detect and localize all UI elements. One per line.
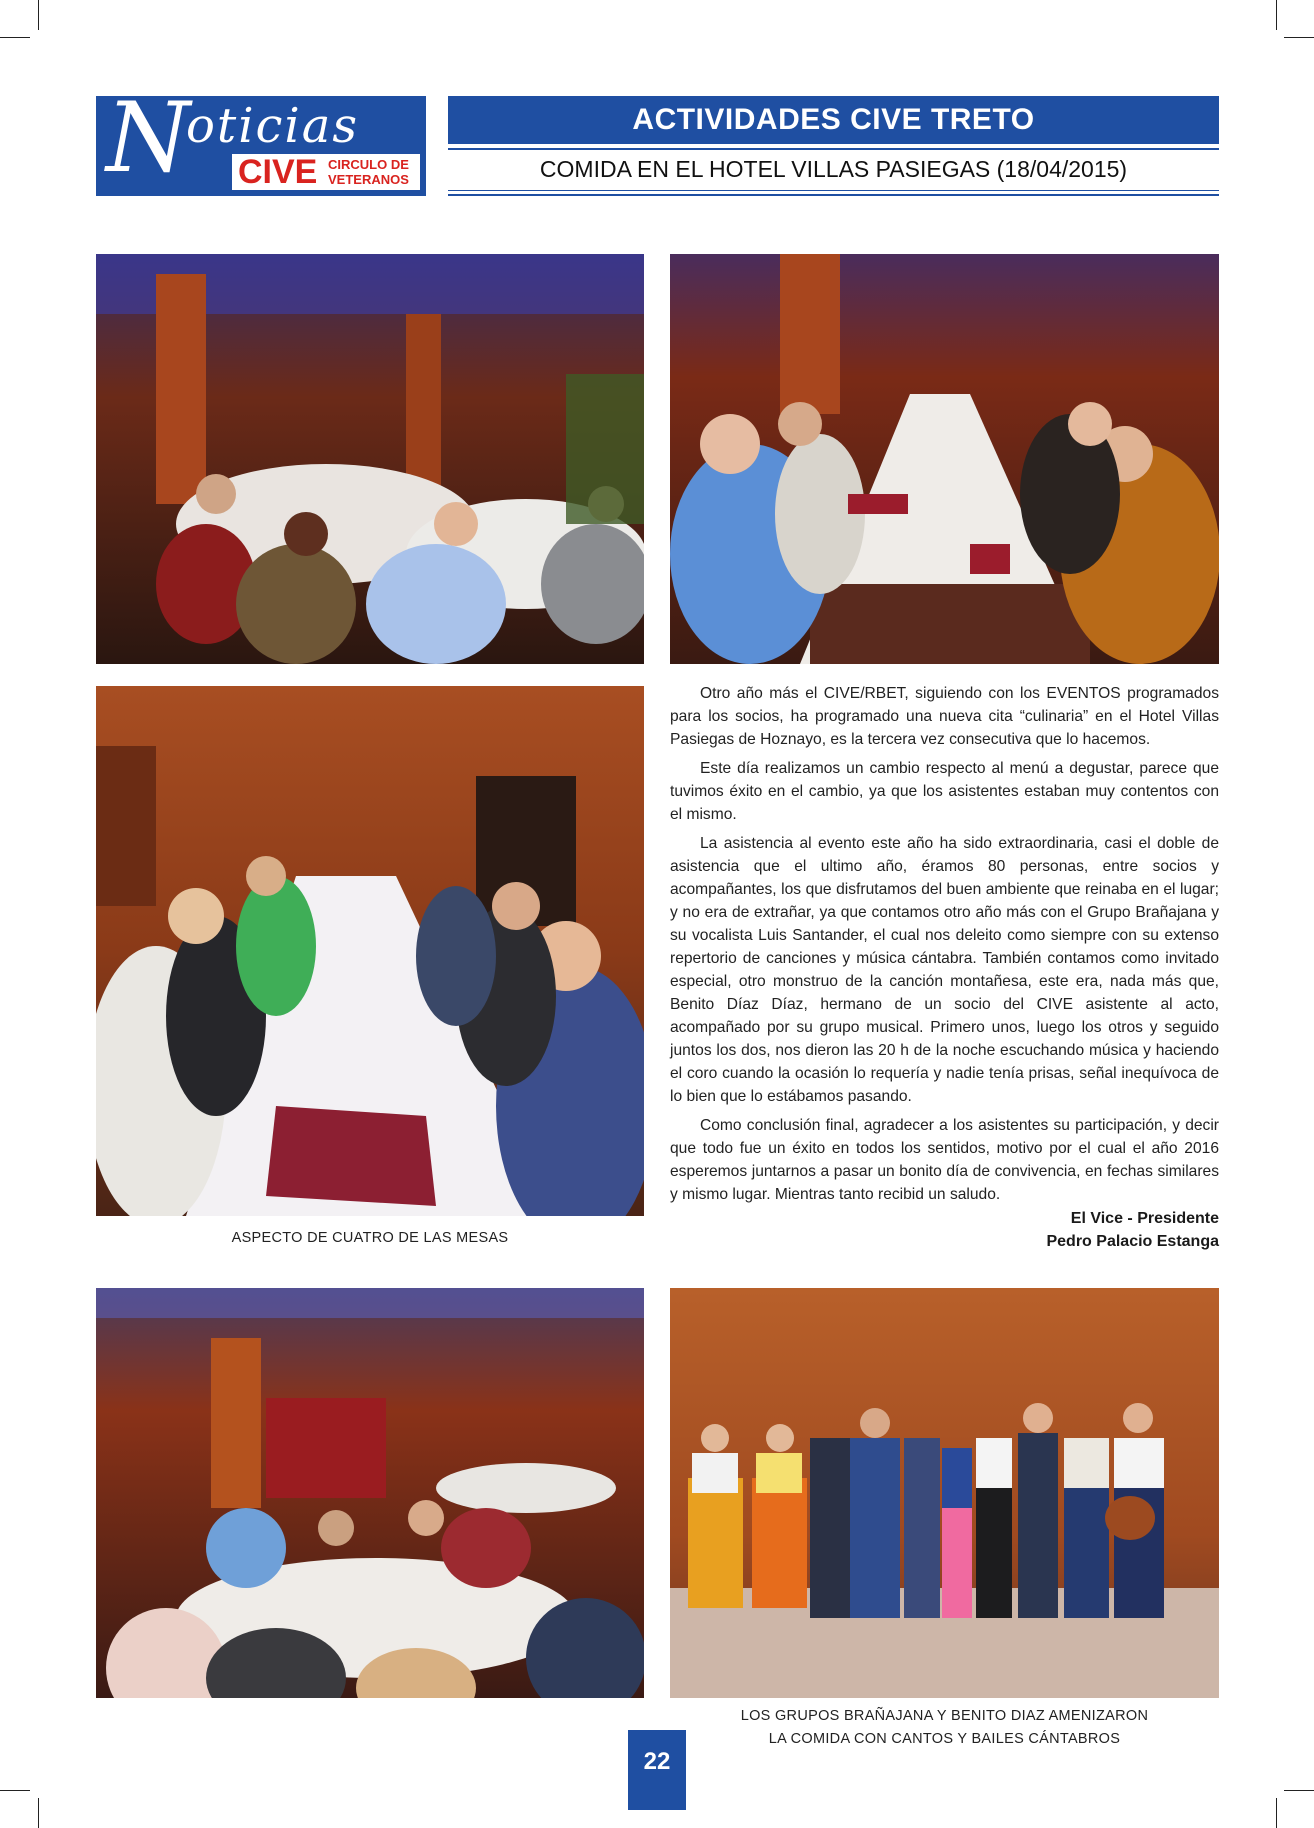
- photo-table-group: [96, 686, 644, 1216]
- caption-groups-line-2: LA COMIDA CON CANTOS Y BAILES CÁNTABROS: [768, 1731, 1121, 1747]
- signature-name: Pedro Palacio Estanga: [1046, 1233, 1219, 1250]
- crop-mark: [38, 0, 39, 30]
- signature-role: El Vice - Presidente: [1070, 1210, 1219, 1227]
- header-divider: [448, 148, 1219, 150]
- noticias-cive-logo: [96, 96, 426, 196]
- crop-mark: [1284, 37, 1314, 38]
- article-paragraph: Otro año más el CIVE/RBET, siguiendo con los EVENTOS programados para los socios, ha programado una nueva cita “culinaria” en el Hotel Villas Pasiegas de Hoznayo, es la tercera vez consecutiva que lo hacemos.: [670, 685, 1219, 748]
- crop-mark: [1284, 1790, 1314, 1791]
- page-number: 22: [628, 1730, 686, 1810]
- caption-groups: [670, 1705, 1219, 1751]
- crop-mark: [38, 1798, 39, 1828]
- page-subtitle: COMIDA EN EL HOTEL VILLAS PASIEGAS (18/04/2015): [539, 156, 1128, 182]
- crop-mark: [0, 1790, 30, 1791]
- logo-word: oticias: [186, 98, 360, 154]
- photo-music-groups: [670, 1288, 1219, 1698]
- crop-mark: [1276, 0, 1277, 30]
- article-paragraph: La asistencia al evento este año ha sido extraordinaria, casi el doble de asistencia que el ultimo año, éramos 80 personas, entre socios y acompañantes, los que disfrutamos del buen ambiente que reinaba en el lugar; y no era de extrañar, ya que contamos otro año más con el Grupo Brañajana y su vocalista Luis Santander, el cual nos deleito como siempre con su extenso repertorio de canciones y música cántabra. También contamos como invitado especial, otro monstruo de la canción montañesa, este era, nada más que, Benito Díaz Díaz, hermano de un socio del CIVE asistente al acto, acompañado por su grupo musical. Primero unos, luego los otros y seguido juntos los dos, nos dieron las 20 h de la noche escuchando música y haciendo el coro cuando la ocasión lo requería y nadie tenía prisas, señal inequívoca de lo bien que lo estábamos pasando.: [670, 835, 1219, 1105]
- logo-tagline-1: CIRCULO DE: [328, 157, 409, 172]
- crop-mark: [1276, 1798, 1277, 1828]
- crop-mark: [0, 37, 30, 38]
- logo-tagline: [328, 157, 409, 187]
- article-paragraph: Como conclusión final, agradecer a los asistentes su participación, y decir que todo fue un éxito en todos los sentidos, motivo por el cual el año 2016 esperemos juntarnos a pasar un bonito día de convivencia, en fechas similares y mismo lugar. Mientras tanto recibid un saludo.: [670, 1117, 1219, 1203]
- caption-tables: ASPECTO DE CUATRO DE LAS MESAS: [231, 1230, 509, 1246]
- logo-tagline-2: VETERANOS: [328, 172, 409, 187]
- caption-groups-line-1: LOS GRUPOS BRAÑAJANA Y BENITO DIAZ AMENIZARON: [740, 1708, 1149, 1724]
- photo-banquet-hall: [96, 254, 644, 664]
- header-divider: [448, 190, 1219, 191]
- logo-tag: [232, 154, 420, 190]
- header-divider: [448, 194, 1219, 196]
- article-paragraph: Este día realizamos un cambio respecto al menú a degustar, parece que tuvimos éxito en el cambio, ya que los asistentes estaban muy contentos con el mismo.: [670, 760, 1219, 823]
- photo-long-table: [670, 254, 1219, 664]
- photo-round-tables: [96, 1288, 644, 1698]
- article-body: [670, 682, 1219, 1212]
- logo-initial: N: [106, 96, 190, 194]
- section-title: ACTIVIDADES CIVE TRETO: [448, 96, 1219, 144]
- logo-brand: CIVE: [238, 153, 318, 191]
